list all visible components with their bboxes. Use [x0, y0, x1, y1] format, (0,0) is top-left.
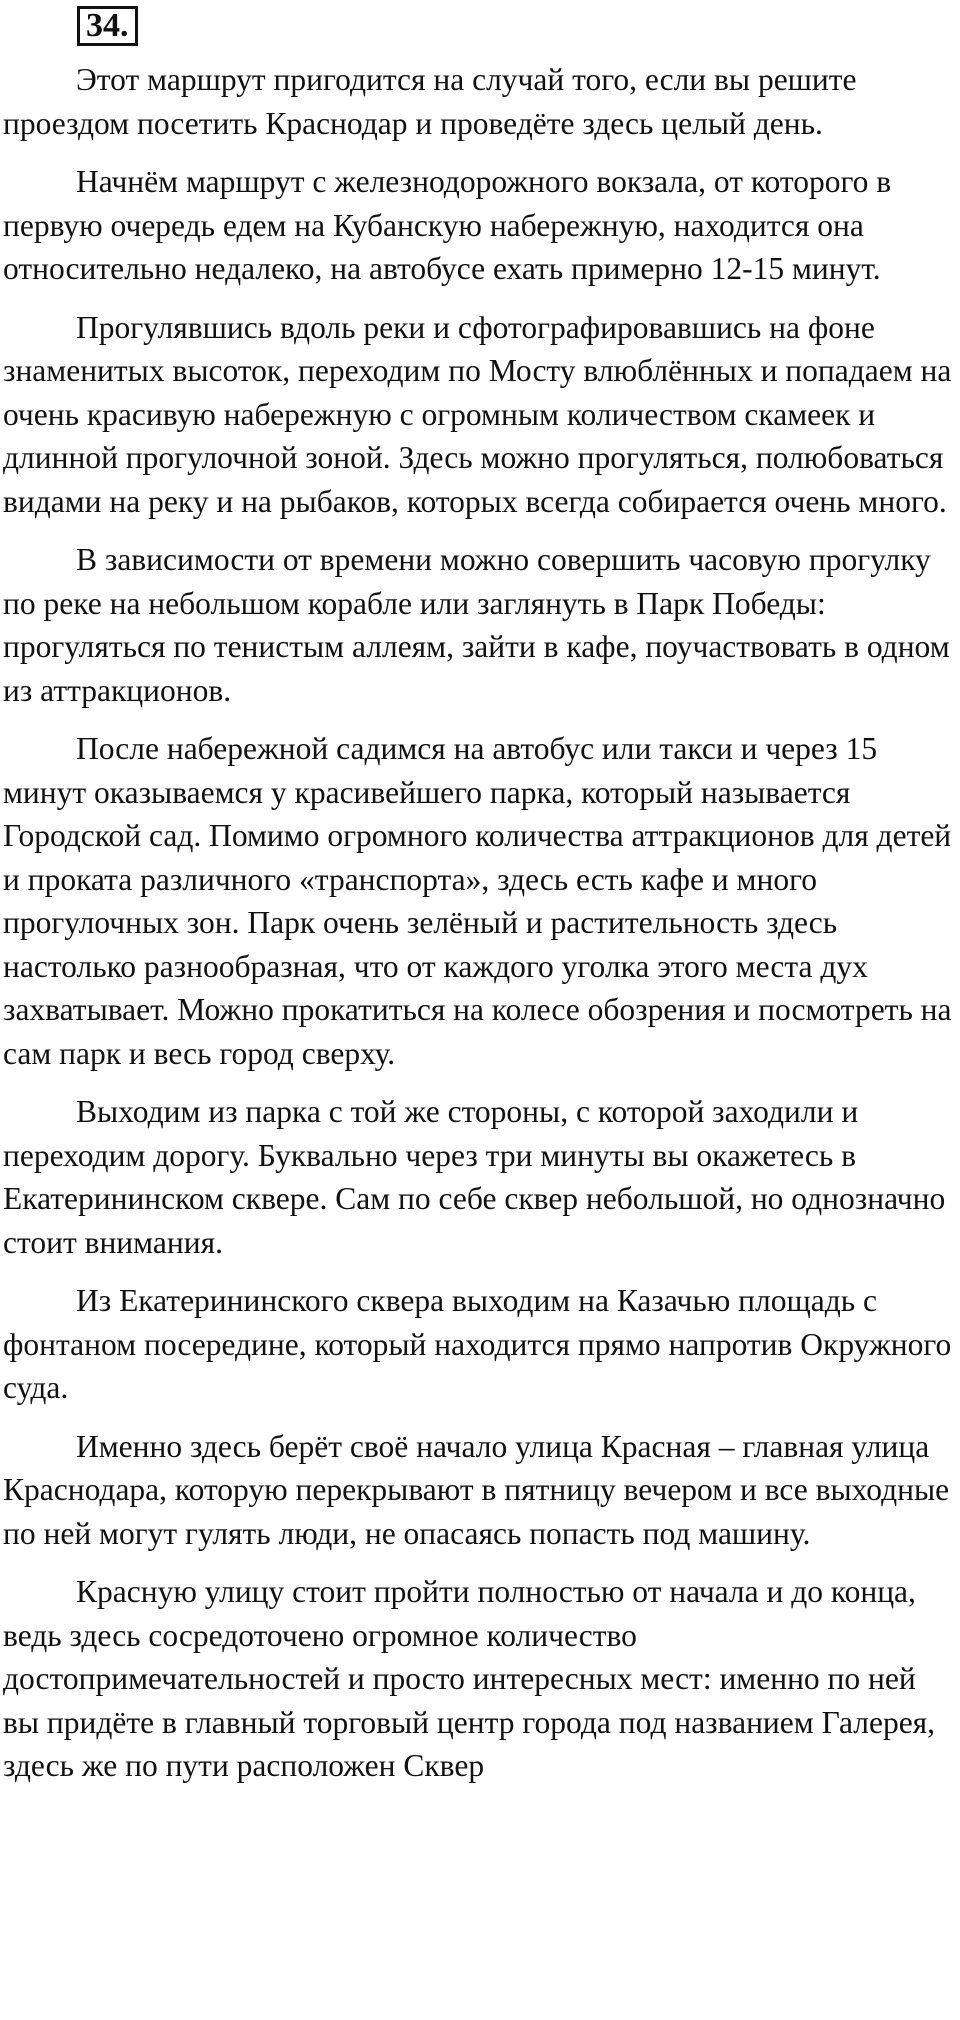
- document-text: [3, 58, 958, 1788]
- paragraph-4: В зависимости от времени можно совершить часовую прогулку по реке на небольшом корабле или заглянуть в Парк Победы: прогуляться по тенистым аллеям, зайти в кафе, поучаствовать в одном из аттракционов.: [3, 542, 950, 708]
- paragraph-1: Этот маршрут пригодится на случай того, если вы решите проездом посетить Краснодар и проведёте здесь целый день.: [3, 62, 857, 141]
- task-number-box: 34.: [77, 6, 138, 46]
- paragraph-8: Именно здесь берёт своё начало улица Красная – главная улица Краснодара, которую перекрывают в пятницу вечером и все выходные по ней могут гулять люди, не опасаясь попасть под машину.: [3, 1428, 950, 1551]
- paragraph-7: Из Екатерининского сквера выходим на Казачью площадь с фонтаном посередине, который находится прямо напротив Окружного суда.: [3, 1283, 952, 1405]
- paragraph-9: Красную улицу стоит пройти полностью от начала и до конца, ведь здесь сосредоточено огромное количество достопримечательностей и просто интересных мест: именно по ней вы придёте в главный торговый центр города под названием Галерея, здесь же по пути расположен Сквер: [3, 1574, 936, 1783]
- paragraph-3: Прогулявшись вдоль реки и сфотографировавшись на фоне знаменитых высоток, переходим по Мосту влюблённых и попадаем на очень красивую набережную с огромным количеством скамеек и длинной прогулочной зоной. Здесь можно прогуляться, полюбоваться видами на реку и на рыбаков, которых всегда собирается очень много.: [3, 309, 952, 519]
- paragraph-2: Начнём маршрут с железнодорожного вокзала, от которого в первую очередь едем на Кубанскую набережную, находится она относительно недалеко, на автобусе ехать примерно 12-15 минут.: [3, 164, 892, 286]
- paragraph-5: После набережной садимся на автобус или такси и через 15 минут оказываемся у красивейшего парка, который называется Городской сад. Помимо огромного количества аттракционов для детей и проката различного «транспорта», здесь есть кафе и много прогулочных зон. Парк очень зелёный и растительность здесь настолько разнообразная, что от каждого уголка этого места дух захватывает. Можно прокатиться на колесе обозрения и посмотреть на сам парк и весь город сверху.: [3, 731, 952, 1071]
- paragraph-6: Выходим из парка с той же стороны, с которой заходили и переходим дорогу. Буквально через три минуты вы окажетесь в Екатерининском сквере. Сам по себе сквер небольшой, но однозначно стоит внимания.: [3, 1094, 946, 1260]
